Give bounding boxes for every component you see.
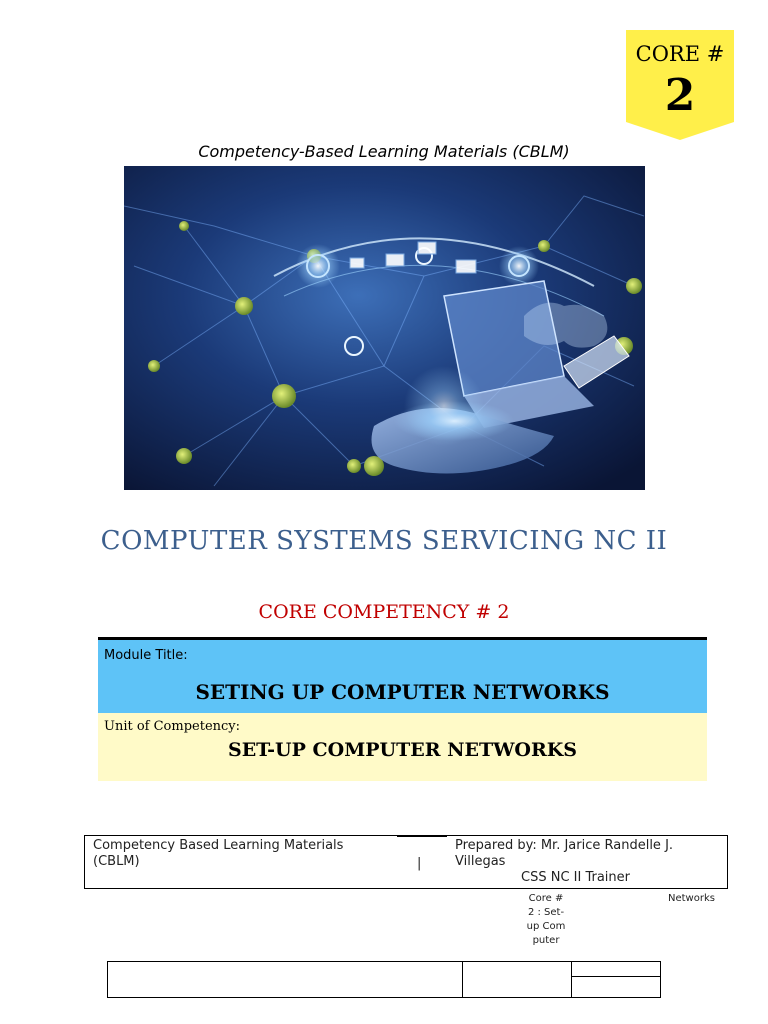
footer-trainer: CSS NC II Trainer (521, 870, 630, 885)
footer-table (84, 835, 728, 889)
cover-image-network (124, 166, 645, 490)
small-networks-text: Networks (668, 893, 715, 904)
footer-separator: | (417, 856, 422, 871)
course-title: COMPUTER SYSTEMS SERVICING NC II (100, 526, 668, 556)
unit-of-competency-box (98, 713, 707, 781)
table-cell (462, 961, 572, 998)
unit-of-competency-title: SET-UP COMPUTER NETWORKS (227, 739, 578, 761)
module-title-label: Module Title: (104, 648, 188, 663)
footer-prepared-by: Prepared by: Mr. Jarice Randelle J. Villegas (455, 838, 674, 869)
core-competency-heading: CORE COMPETENCY # 2 (258, 601, 510, 623)
module-title: SETING UP COMPUTER NETWORKS (195, 680, 610, 704)
core-badge (626, 30, 734, 140)
module-title-box (98, 637, 707, 713)
footer-cblm-text: Competency Based Learning Materials (CBLM) (93, 838, 344, 869)
table-cell (107, 961, 463, 998)
core-label: CORE # (635, 42, 725, 66)
table-cell (571, 961, 661, 977)
unit-of-competency-label: Unit of Competency: (104, 719, 241, 734)
bottom-table (107, 961, 661, 998)
cblm-heading: Competency-Based Learning Materials (CBLM) (198, 142, 570, 161)
small-core-text: Core # 2 : Set- up Com puter (526, 893, 566, 946)
table-cell (571, 976, 661, 998)
core-number: 2 (664, 70, 696, 121)
